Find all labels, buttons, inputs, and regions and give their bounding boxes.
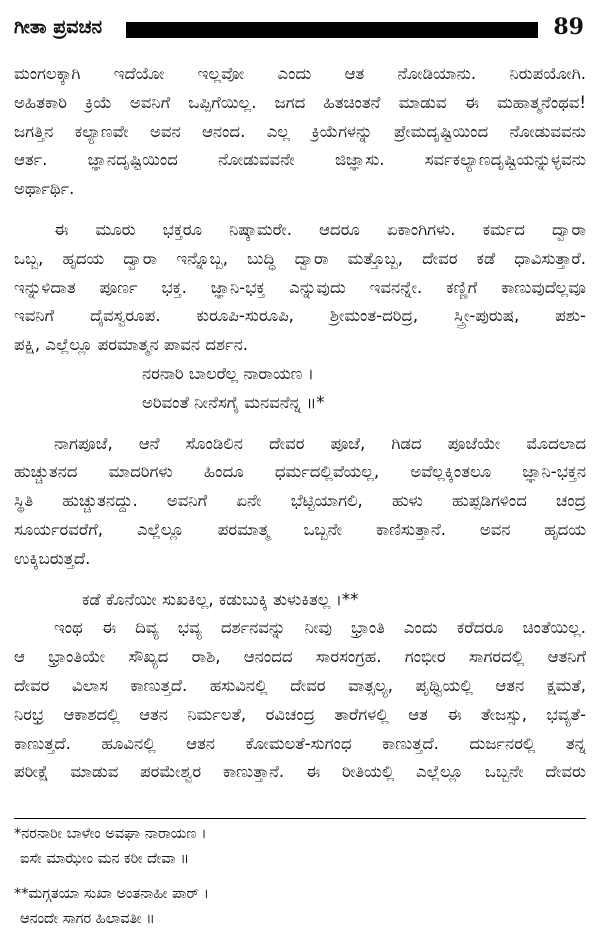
header-rule: [126, 22, 538, 38]
text-line: ಇಂಥ ಈ ದಿವ್ಯ ಭವ್ಯ ದರ್ಶನವನ್ನು ನೀವು ಭ್ರಾಂತಿ ಎಂದು ಕರೆದರೂ ಚಿಂತೆಯಿಲ್ಲ.: [54, 618, 586, 638]
running-title: ಗೀತಾ ಪ್ರವಚನ: [14, 16, 103, 38]
text-line: ನಾಗಪೂಜೆ, ಆನೆ ಸೊಂಡಿಲಿನ ದೇವರ ಪೂಜೆ, ಗಿಡದ ಪೂಜೆಯೇ ಮೊದಲಾದ: [54, 433, 586, 453]
footnote-line: ಐಸೇ ಮಾಝೇಂ ಮನ ಕರೀ ದೇವಾ ॥: [20, 851, 190, 867]
text-line: ಈ ಮೂರು ಭಕ್ತರೂ ನಿಷ್ಕಾಮರೇ. ಆದರೂ ಏಕಾಂಗಿಗಳು. ಕರ್ಮದ ದ್ವಾರಾ: [54, 219, 586, 239]
text-line: ಹುಚ್ಚುತನದ ಮಾದರಿಗಳು ಹಿಂದೂ ಧರ್ಮದಲ್ಲಿವೆಯಲ್ಲ, ಅವೆಲ್ಲಕ್ಕಿಂತಲೂ ಜ್ಞಾನಿ-ಭಕ್ತನ: [14, 462, 586, 482]
text-line: ಪಕ್ಷಿ, ಎಲ್ಲೆಲ್ಲೂ ಪರಮಾತ್ಮನ ಪಾವನ ದರ್ಶನ.: [14, 335, 248, 355]
text-line: ಪರೀಕ್ಷೆ ಮಾಡುವ ಪರಮೇಶ್ವರ ಕಾಣುತ್ತಾನೆ. ಈ ರೀತಿಯಲ್ಲಿ ಎಲ್ಲೆಲ್ಲೂ ಒಬ್ಬನೇ ದೇವರು: [14, 762, 586, 782]
text-line: ಒಬ್ಬ, ಹೃದಯ ದ್ವಾರಾ ಇನ್ನೊಬ್ಬ, ಬುದ್ಧಿ ದ್ವಾರಾ ಮತ್ತೊಬ್ಬ, ದೇವರ ಕಡೆ ಧಾವಿಸುತ್ತಾರೆ.: [14, 248, 586, 268]
paragraph-3: [14, 430, 586, 574]
text-line: ಕಾಣುತ್ತದೆ. ಹೂವಿನಲ್ಲಿ ಆತನ ಕೋಮಲತೆ-ಸುಗಂಧ ಕಾಣುತ್ತದೆ. ದುರ್ಜನರಲ್ಲಿ ತನ್ನ: [14, 733, 586, 753]
paragraph-4: [14, 614, 586, 787]
text-line: ಜಗತ್ತಿನ ಕಲ್ಯಾಣವೇ ಅವನ ಆನಂದ. ಎಲ್ಲ ಕ್ರಿಯೆಗಳನ್ನು ಪ್ರೇಮದೃಷ್ಟಿಯಿಂದ ನೋಡುವವನು: [14, 121, 586, 141]
verse-line: ಅರಿವಂತೆ ನೀನೆಸಗೈ ಮನವನೆನ್ನ ॥*: [142, 392, 325, 412]
text-line: ಉಕ್ಕಿಬರುತ್ತದೆ.: [14, 548, 91, 568]
text-line: ಸ್ಥಿತಿ ಹುಚ್ಚುತನದ್ದು. ಅವನಿಗೆ ಏನೇ ಭೆಟ್ಟಿಯಾಗಲಿ, ಹುಳು ಹುಪ್ಪಡಿಗಳಿಂದ ಚಂದ್ರ: [14, 491, 586, 511]
footnote-line: **ಮಗ್ಗತಯಾ ಸುಖಾ ಅಂತನಾಹೀ ಪಾರ್ ।: [14, 886, 209, 902]
footnotes: [14, 822, 586, 932]
footnote-2: [14, 882, 586, 932]
paragraph-2: [14, 216, 586, 360]
verse-line: ನರನಾರಿ ಬಾಲರೆಲ್ಲ ನಾರಾಯಣ ।: [142, 363, 314, 383]
text-line: ಆರ್ತ. ಜ್ಞಾನದೃಷ್ಟಿಯಿಂದ ನೋಡುವವನೇ ಜಿಜ್ಞಾಸು. ಸರ್ವಕಲ್ಯಾಣದೃಷ್ಟಿಯನ್ನುಳ್ಳವನು: [14, 150, 586, 170]
verse-1: [14, 360, 586, 418]
text-line: ಇವನಿಗೆ ದೈವಸ್ವರೂಪ. ಕುರೂಪಿ-ಸುರೂಪಿ, ಶ್ರೀಮಂತ-ದರಿದ್ರ, ಸ್ತ್ರೀ-ಪುರುಷ, ಪಶು-: [14, 306, 586, 326]
footnote-line: *ನರನಾರೀ ಬಾಳೇಂ ಅವಘಾ ನಾರಾಯಣ ।: [14, 826, 207, 842]
text-line: ಸೂರ್ಯರವರೆಗೆ, ಎಲ್ಲೆಲ್ಲೂ ಪರಮಾತ್ಮ ಒಬ್ಬನೇ ಕಾಣಿಸುತ್ತಾನೆ. ಅವನ ಹೃದಯ: [14, 519, 586, 539]
text-line: ನಿರಭ್ರ ಆಕಾಶದಲ್ಲಿ ಆತನ ನಿರ್ಮಲತೆ, ರವಿಚಂದ್ರ ತಾರೆಗಳಲ್ಲಿ ಆತ ಈ ತೇಜಸ್ಸು, ಭವ್ಯತೆ-: [14, 704, 586, 724]
page-number: 89: [553, 14, 584, 40]
text-line: ಇನ್ನುಳಿದಾತ ಪೂರ್ಣ ಭಕ್ತ. ಜ್ಞಾನಿ-ಭಕ್ತ ಎನ್ನುವುದು ಇವನನ್ನೇ. ಕಣ್ಣಿಗೆ ಕಾಣುವುದೆಲ್ಲವೂ: [14, 277, 586, 297]
paragraph-1: [14, 60, 586, 204]
text-line: ಆ ಭ್ರಾಂತಿಯೇ ಸೌಖ್ಯದ ರಾಶಿ, ಆನಂದದ ಸಾರಸಂಗ್ರಹ. ಗಂಭೀರ ಸಾಗರದಲ್ಲಿ ಆತನಿಗೆ: [14, 647, 586, 667]
text-line: ಮಂಗಲಕ್ಕಾಗಿ ಇದೆಯೋ ಇಲ್ಲವೋ ಎಂದು ಆತ ನೋಡಿಯಾನು. ನಿರುಪಯೋಗಿ.: [14, 64, 586, 83]
footnote-divider: [14, 818, 586, 819]
footnote-line: ಆನಂದೇ ಸಾಗರ ಹಿಲಾವತೀ ॥: [20, 911, 155, 927]
verse-2: ಕಡೆ ಕೊನೆಯೀ ಸುಖಕಿಲ್ಲ, ಕಡುಬುಕ್ಕಿ ತುಳುಕಿತಲ್ಲ ।**: [82, 589, 359, 609]
text-line: ಅರ್ಥಾರ್ಥಿ.: [14, 179, 75, 199]
text-line: ಅಹಿತಕಾರಿ ಕ್ರಿಯೆ ಅವನಿಗೆ ಒಪ್ಪಿಗೆಯಿಲ್ಲ. ಜಗದ ಹಿತಚಿಂತನೆ ಮಾಡುವ ಈ ಮಹಾತ್ಮನೆಂಥವ!: [14, 92, 586, 112]
page-header: [14, 12, 586, 46]
body-text: [14, 60, 586, 787]
footnote-1: [14, 822, 586, 872]
text-line: ದೇವರ ವಿಲಾಸ ಕಾಣುತ್ತದೆ. ಹಸುವಿನಲ್ಲಿ ದೇವರ ವಾತ್ಸಲ್ಯ, ಪೃಥ್ವಿಯಲ್ಲಿ ಆತನ ಕ್ಷಮತೆ,: [14, 675, 586, 695]
